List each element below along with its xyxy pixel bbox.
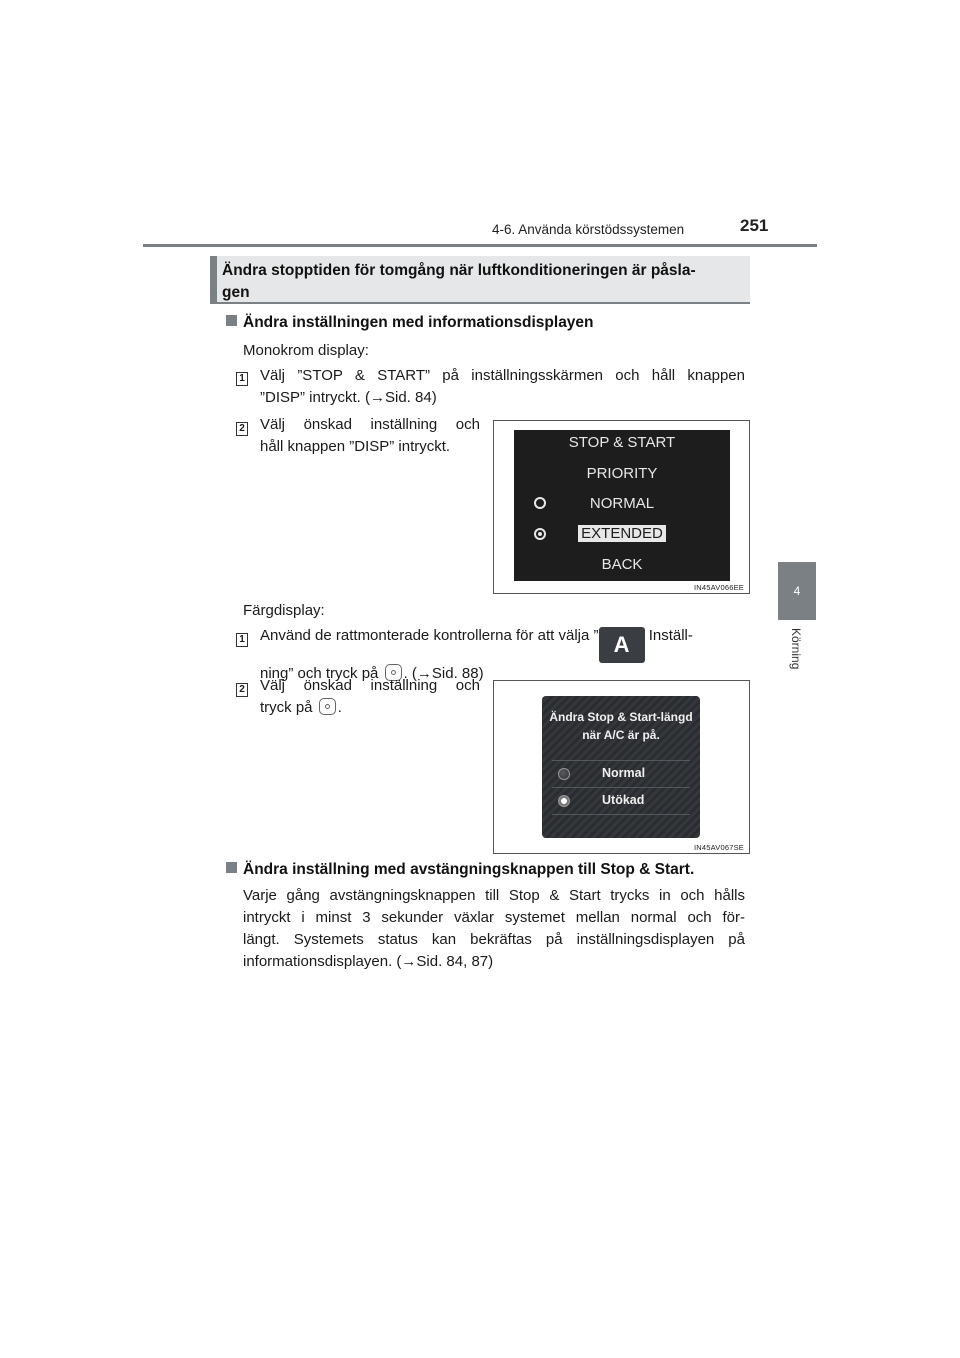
- step-number-box: 2: [236, 418, 248, 436]
- radio-selected-icon: [558, 795, 570, 807]
- section-title-line-2: gen: [222, 284, 250, 301]
- menu-item-priority: PRIORITY: [586, 465, 658, 482]
- divider: [552, 787, 690, 788]
- menu-item-extended: EXTENDED: [578, 525, 666, 542]
- figure2-code: IN45AV067SE: [694, 843, 745, 852]
- chapter-tab: [778, 562, 816, 620]
- part2-text: Varje gång avstängningsknappen till Stop & Start trycks in och hålls intryckt i minst 3 sekunder växlar systemet mellan normal och för- längt. Systemets status kan bekräftas på inställningsdisplayen på informationsdisplayen. (→Sid. 84, 87): [243, 887, 745, 970]
- color-screen-title: Ändra Stop & Start-längd när A/C är på.: [549, 710, 693, 742]
- page-number: 251: [740, 216, 769, 235]
- color-label: Färgdisplay:: [243, 602, 325, 619]
- mono-label: Monokrom display:: [243, 342, 369, 359]
- option-normal: Normal: [552, 762, 690, 786]
- color-step1-text: Använd de rattmonterade kontrollerna för att välja ” A Inställ- ning” och tryck på . (→Sid. 88): [260, 627, 693, 682]
- chapter-label-wrap: [783, 628, 811, 688]
- mono-step2-text: Välj önskad inställning och håll knappen ”DISP” intryckt.: [260, 416, 480, 455]
- step-number-box: 1: [236, 629, 248, 647]
- step-number-box: 1: [236, 368, 248, 386]
- color-screen: [542, 696, 700, 838]
- chapter-label: Körning: [789, 628, 803, 670]
- divider: [552, 814, 690, 815]
- color-step2-text: Välj önskad inställning och tryck på .: [260, 677, 480, 716]
- square-bullet-icon: [226, 862, 237, 873]
- square-bullet-icon: [226, 315, 237, 326]
- option-extended: Utökad: [552, 789, 690, 813]
- divider: [552, 760, 690, 761]
- figure1-code: IN45AV066EE: [694, 583, 745, 592]
- header-rule: [143, 244, 817, 247]
- step-number-box: 2: [236, 679, 248, 697]
- menu-title: STOP & START: [568, 434, 676, 451]
- part2-heading: Ändra inställning med avstängningsknappen till Stop & Start.: [226, 861, 694, 879]
- vehicle-settings-icon: A: [599, 627, 645, 663]
- mono-step1-text: Välj ”STOP & START” på inställningsskärmen och håll knappen ”DISP” intryckt. (→Sid. 84): [260, 367, 745, 406]
- radio-off-icon: [558, 768, 570, 780]
- section-title: [222, 260, 744, 304]
- part1-heading: Ändra inställningen med informationsdisplayen: [226, 314, 594, 332]
- monochrome-screen: [514, 430, 730, 581]
- section-title-line-1: Ändra stopptiden för tomgång när luftkonditioneringen är påsla-: [222, 262, 696, 279]
- chapter-number: 4: [793, 584, 801, 598]
- menu-item-normal: NORMAL: [589, 495, 655, 512]
- running-header-section: 4-6. Använda körstödssystemen: [492, 222, 685, 237]
- steering-switch-icon: [319, 698, 336, 715]
- menu-item-back: BACK: [601, 556, 643, 573]
